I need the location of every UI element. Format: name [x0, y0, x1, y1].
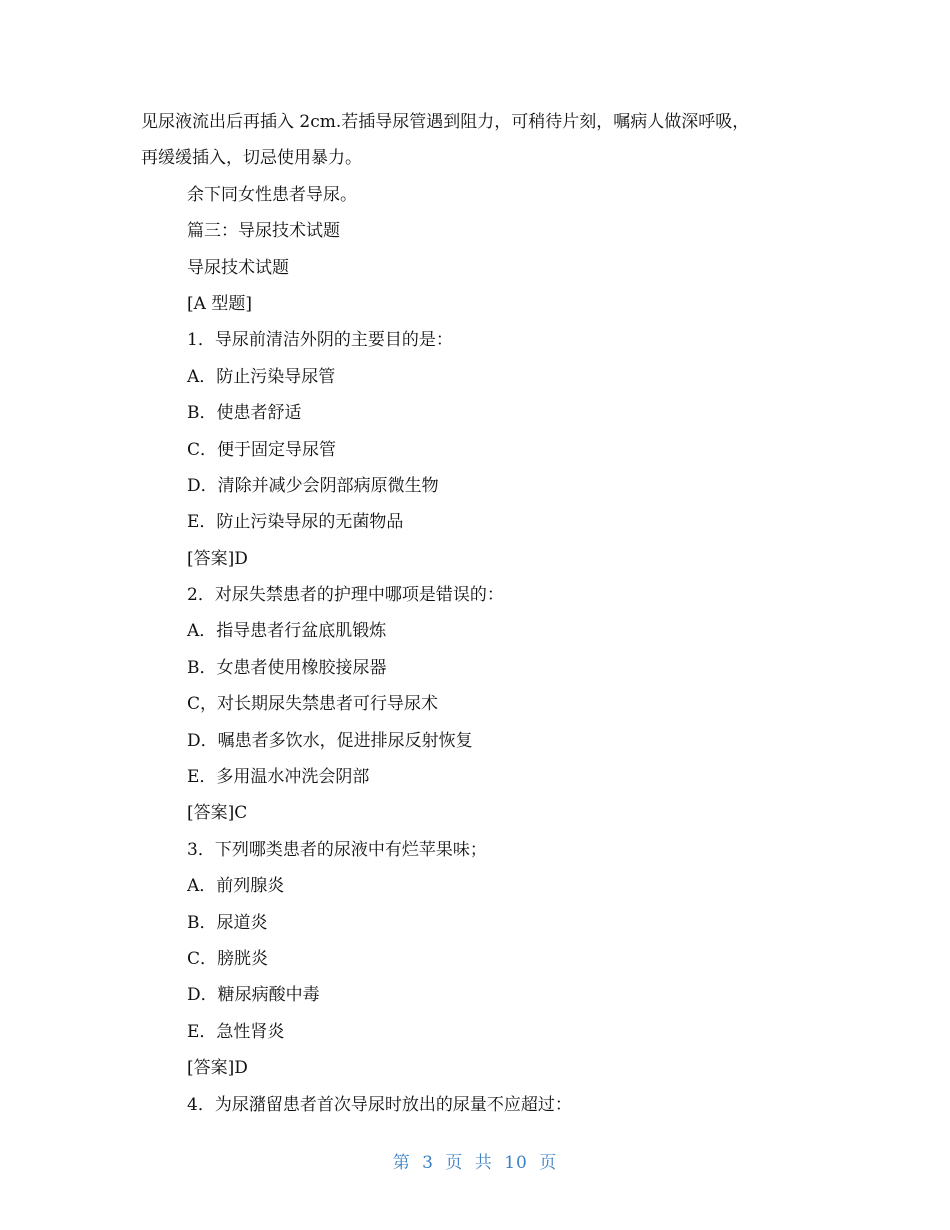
paragraph-line: 见尿液流出后再插入 2cm.若插导尿管遇到阻力，可稍待片刻，嘱病人做深呼吸， — [141, 112, 750, 132]
option-c: C．膀胱炎 — [187, 948, 269, 969]
section-heading: 篇三：导尿技术试题 — [187, 221, 340, 242]
option-c: C．便于固定导尿管 — [187, 439, 337, 460]
option-d: D．清除并减少会阴部病原微生物 — [187, 475, 439, 496]
option-e: E．多用温水冲洗会阴部 — [187, 767, 370, 788]
answer-1: [答案]D — [187, 548, 248, 569]
question-type-label: [A 型题] — [187, 293, 252, 314]
document-body — [141, 104, 821, 1123]
answer-3: [答案]D — [187, 1058, 248, 1079]
option-e: E．急性肾炎 — [187, 1021, 285, 1042]
option-a: A．指导患者行盆底肌锻炼 — [187, 621, 387, 642]
option-a: A．防止污染导尿管 — [187, 366, 336, 387]
document-title: 导尿技术试题 — [187, 257, 289, 278]
option-e: E．防止污染导尿的无菌物品 — [187, 512, 404, 533]
question-3: 3．下列哪类患者的尿液中有烂苹果味； — [187, 839, 487, 860]
option-b: B．尿道炎 — [187, 912, 268, 933]
option-c: C，对长期尿失禁患者可行导尿术 — [187, 694, 439, 715]
answer-2: [答案]C — [187, 803, 248, 824]
option-d: D．糖尿病酸中毒 — [187, 985, 320, 1006]
paragraph-line: 再缓缓插入，切忌使用暴力。 — [141, 148, 362, 169]
option-a: A．前列腺炎 — [187, 876, 285, 897]
question-1: 1．导尿前清洁外阴的主要目的是： — [187, 330, 453, 351]
page-number-footer: 第 3 页 共 10 页 — [392, 1153, 558, 1173]
question-2: 2．对尿失禁患者的护理中哪项是错误的： — [187, 585, 504, 606]
option-b: B．使患者舒适 — [187, 403, 302, 424]
question-4: 4．为尿潴留患者首次导尿时放出的尿量不应超过： — [187, 1094, 572, 1115]
option-b: B．女患者使用橡胶接尿器 — [187, 657, 387, 678]
option-d: D．嘱患者多饮水，促进排尿反射恢复 — [187, 730, 473, 751]
paragraph-line: 余下同女性患者导尿。 — [187, 184, 357, 205]
